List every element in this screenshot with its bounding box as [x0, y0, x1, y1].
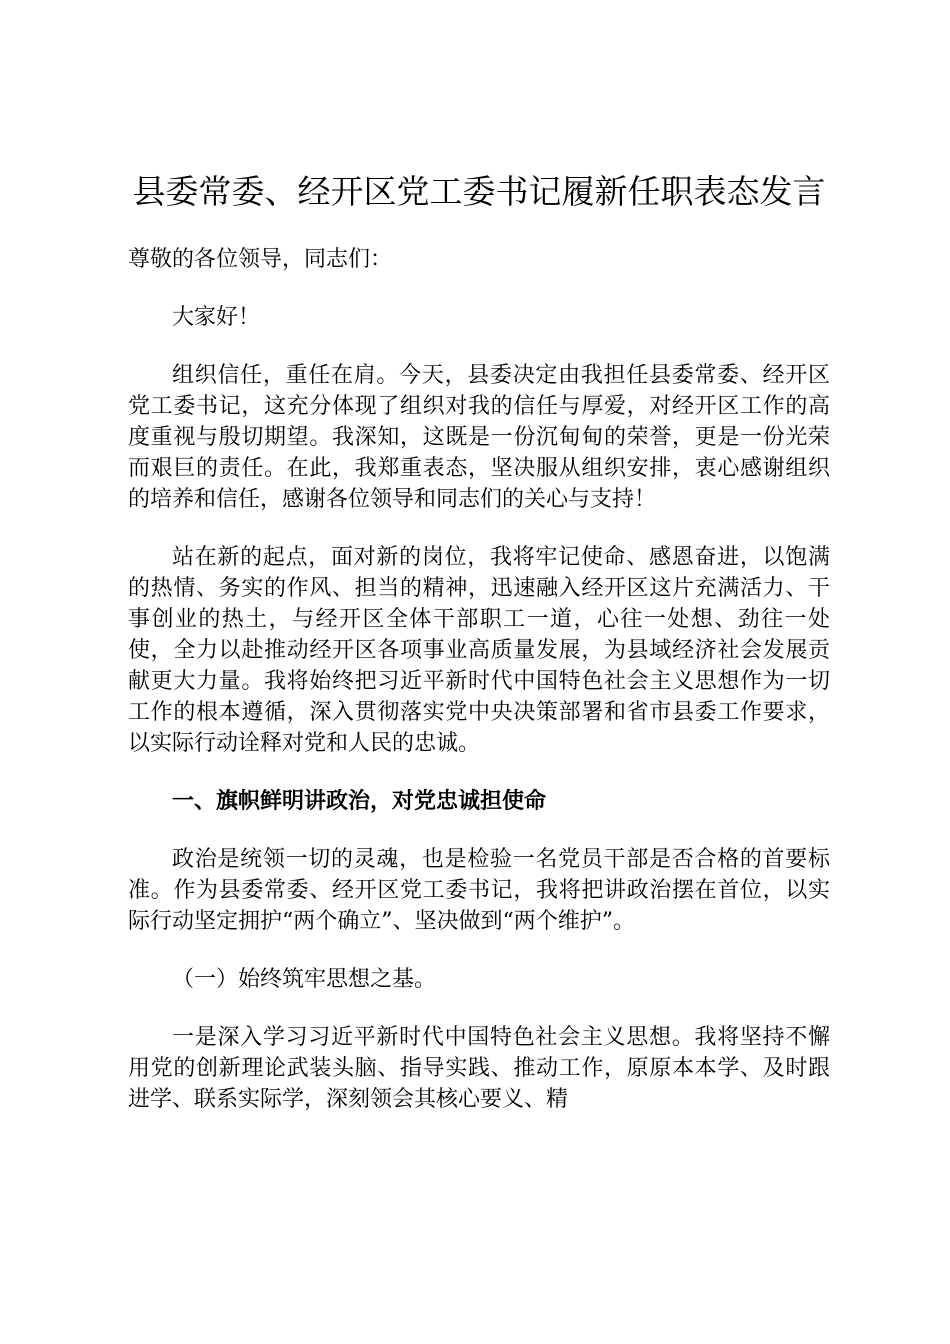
section-heading-1: 一、旗帜鲜明讲政治，对党忠诚担使命	[172, 789, 547, 814]
subheading-1: （一）始终筑牢思想之基。	[172, 967, 437, 992]
paragraph-2: 站在新的起点，面对新的岗位，我将牢记使命、感恩奋进，以饱满的热情、务实的作风、担当的精神，迅速融入经开区这片充满活力、干事创业的热土，与经开区全体干部职工一道，心往一处想、劲往一处使，全力以赴推动经开区各项事业高质量发展，为县域经济社会发展贡献更大力量。我将始终把习近平新时代中国特色社会主义思想作为一切工作的根本遵循，深入贯彻落实党中央决策部署和省市县委工作要求，以实际行动诠释对党和人民的忠诚。	[128, 545, 830, 756]
salutation: 尊敬的各位领导，同志们：	[128, 247, 393, 272]
document-title: 县委常委、经开区党工委书记履新任职表态发言	[132, 172, 826, 211]
paragraph-4: 一是深入学习习近平新时代中国特色社会主义思想。我将坚持不懈用党的创新理论武装头脑、指导实践、推动工作，原原本本学、及时跟进学、联系实际学，深刻领会其核心要义、精	[128, 1025, 830, 1112]
document-page	[128, 168, 830, 1115]
paragraph-1: 组织信任，重任在肩。今天，县委决定由我担任县委常委、经开区党工委书记，这充分体现了组织对我的信任与厚爱，对经开区工作的高度重视与殷切期望。我深知，这既是一份沉甸甸的荣誉，更是一份光荣而艰巨的责任。在此，我郑重表态，坚决服从组织安排，衷心感谢组织的培养和信任，感谢各位领导和同志们的关心与支持！	[128, 363, 830, 512]
paragraph-3: 政治是统领一切的灵魂，也是检验一名党员干部是否合格的首要标准。作为县委常委、经开区党工委书记，我将把讲政治摆在首位，以实际行动坚定拥护“两个确立”、坚决做到“两个维护”。	[128, 847, 830, 934]
greeting: 大家好！	[172, 305, 261, 330]
